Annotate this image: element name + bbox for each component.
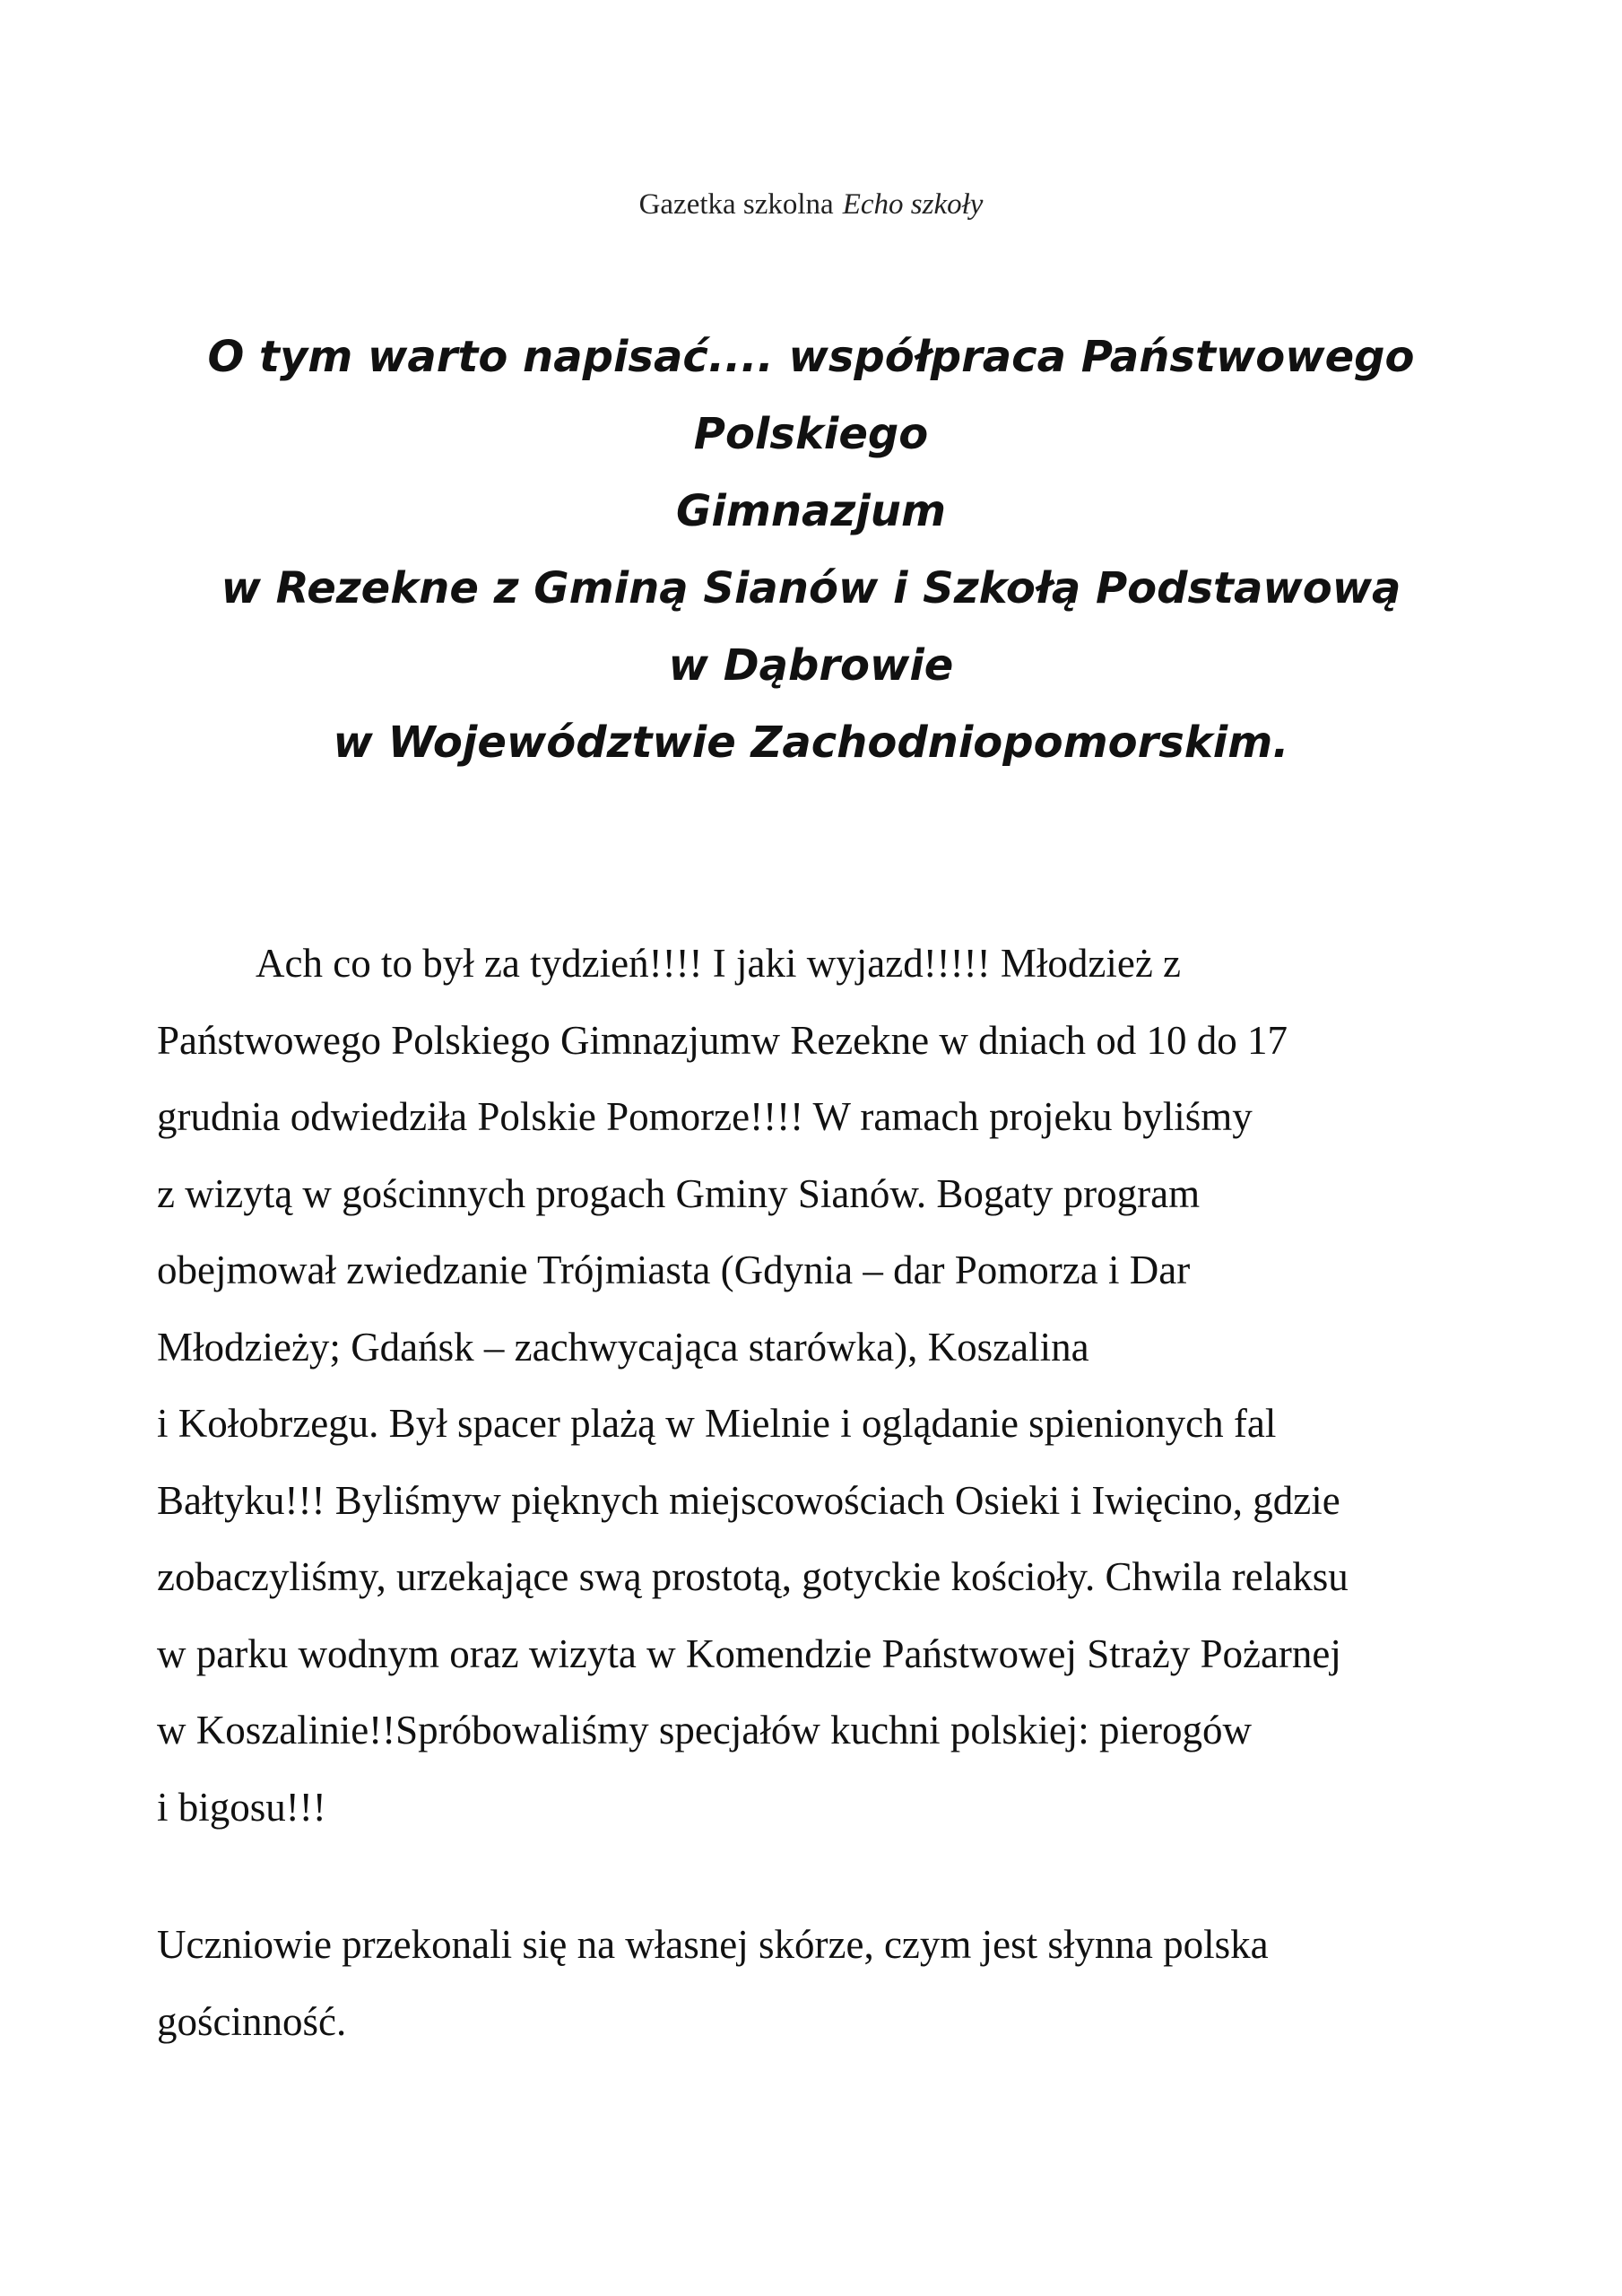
article-paragraph-2 bbox=[157, 1907, 1484, 2060]
paragraph-line: Uczniowie przekonali się na własnej skórze, czym jest słynna polska bbox=[157, 1922, 1269, 1967]
title-line: O tym warto napisać.... współpraca Państwowego Polskiego bbox=[207, 332, 1415, 459]
header-label: Gazetka szkolna bbox=[638, 188, 834, 221]
paragraph-line: grudnia odwiedziła Polskie Pomorze!!!! W ramach projeku byliśmy bbox=[157, 1094, 1253, 1139]
article-title bbox=[126, 318, 1496, 781]
paragraph-line: Młodzieży; Gdańsk – zachwycająca starówka), Koszalina bbox=[157, 1324, 1089, 1370]
paragraph-line: w Koszalinie!!Spróbowaliśmy specjałów kuchni polskiej: pierogów bbox=[157, 1708, 1253, 1752]
title-line: Gimnazjum bbox=[675, 486, 946, 536]
paragraph-line: Bałtyku!!! Byliśmyw pięknych miejscowościach Osieki i Iwięcino, gdzie bbox=[157, 1477, 1340, 1523]
article-paragraph-1 bbox=[157, 926, 1484, 1846]
paragraph-line: Państwowego Polskiego Gimnazjumw Rezekne w dniach od 10 do 17 bbox=[157, 1017, 1288, 1063]
paragraph-line: obejmował zwiedzanie Trójmiasta (Gdynia – dar Pomorza i Dar bbox=[157, 1248, 1191, 1292]
title-line: w Dąbrowie bbox=[668, 640, 954, 691]
paragraph-line: z wizytą w gościnnych progach Gminy Sianów. Bogaty program bbox=[157, 1170, 1201, 1216]
newsletter-header bbox=[0, 188, 1622, 222]
paragraph-line: zobaczyliśmy, urzekające swą prostotą, gotyckie kościoły. Chwila relaksu bbox=[157, 1554, 1349, 1599]
paragraph-line: i bigosu!!! bbox=[157, 1784, 326, 1830]
paragraph-line: i Kołobrzegu. Był spacer plażą w Mielnie i oglądanie spienionych fal bbox=[157, 1401, 1277, 1446]
paragraph-line: w parku wodnym oraz wizyta w Komendzie Państwowej Straży Pożarnej bbox=[157, 1631, 1341, 1676]
publication-name: Echo szkoły bbox=[842, 188, 984, 221]
paragraph-line: gościnność. bbox=[157, 1998, 347, 2044]
title-line: w Rezekne z Gminą Sianów i Szkołą Podstawową bbox=[221, 563, 1401, 613]
paragraph-line: Ach co to był za tydzień!!!! I jaki wyjazd!!!!! Młodzież z bbox=[256, 941, 1182, 986]
title-line: w Województwie Zachodniopomorskim. bbox=[333, 718, 1289, 768]
